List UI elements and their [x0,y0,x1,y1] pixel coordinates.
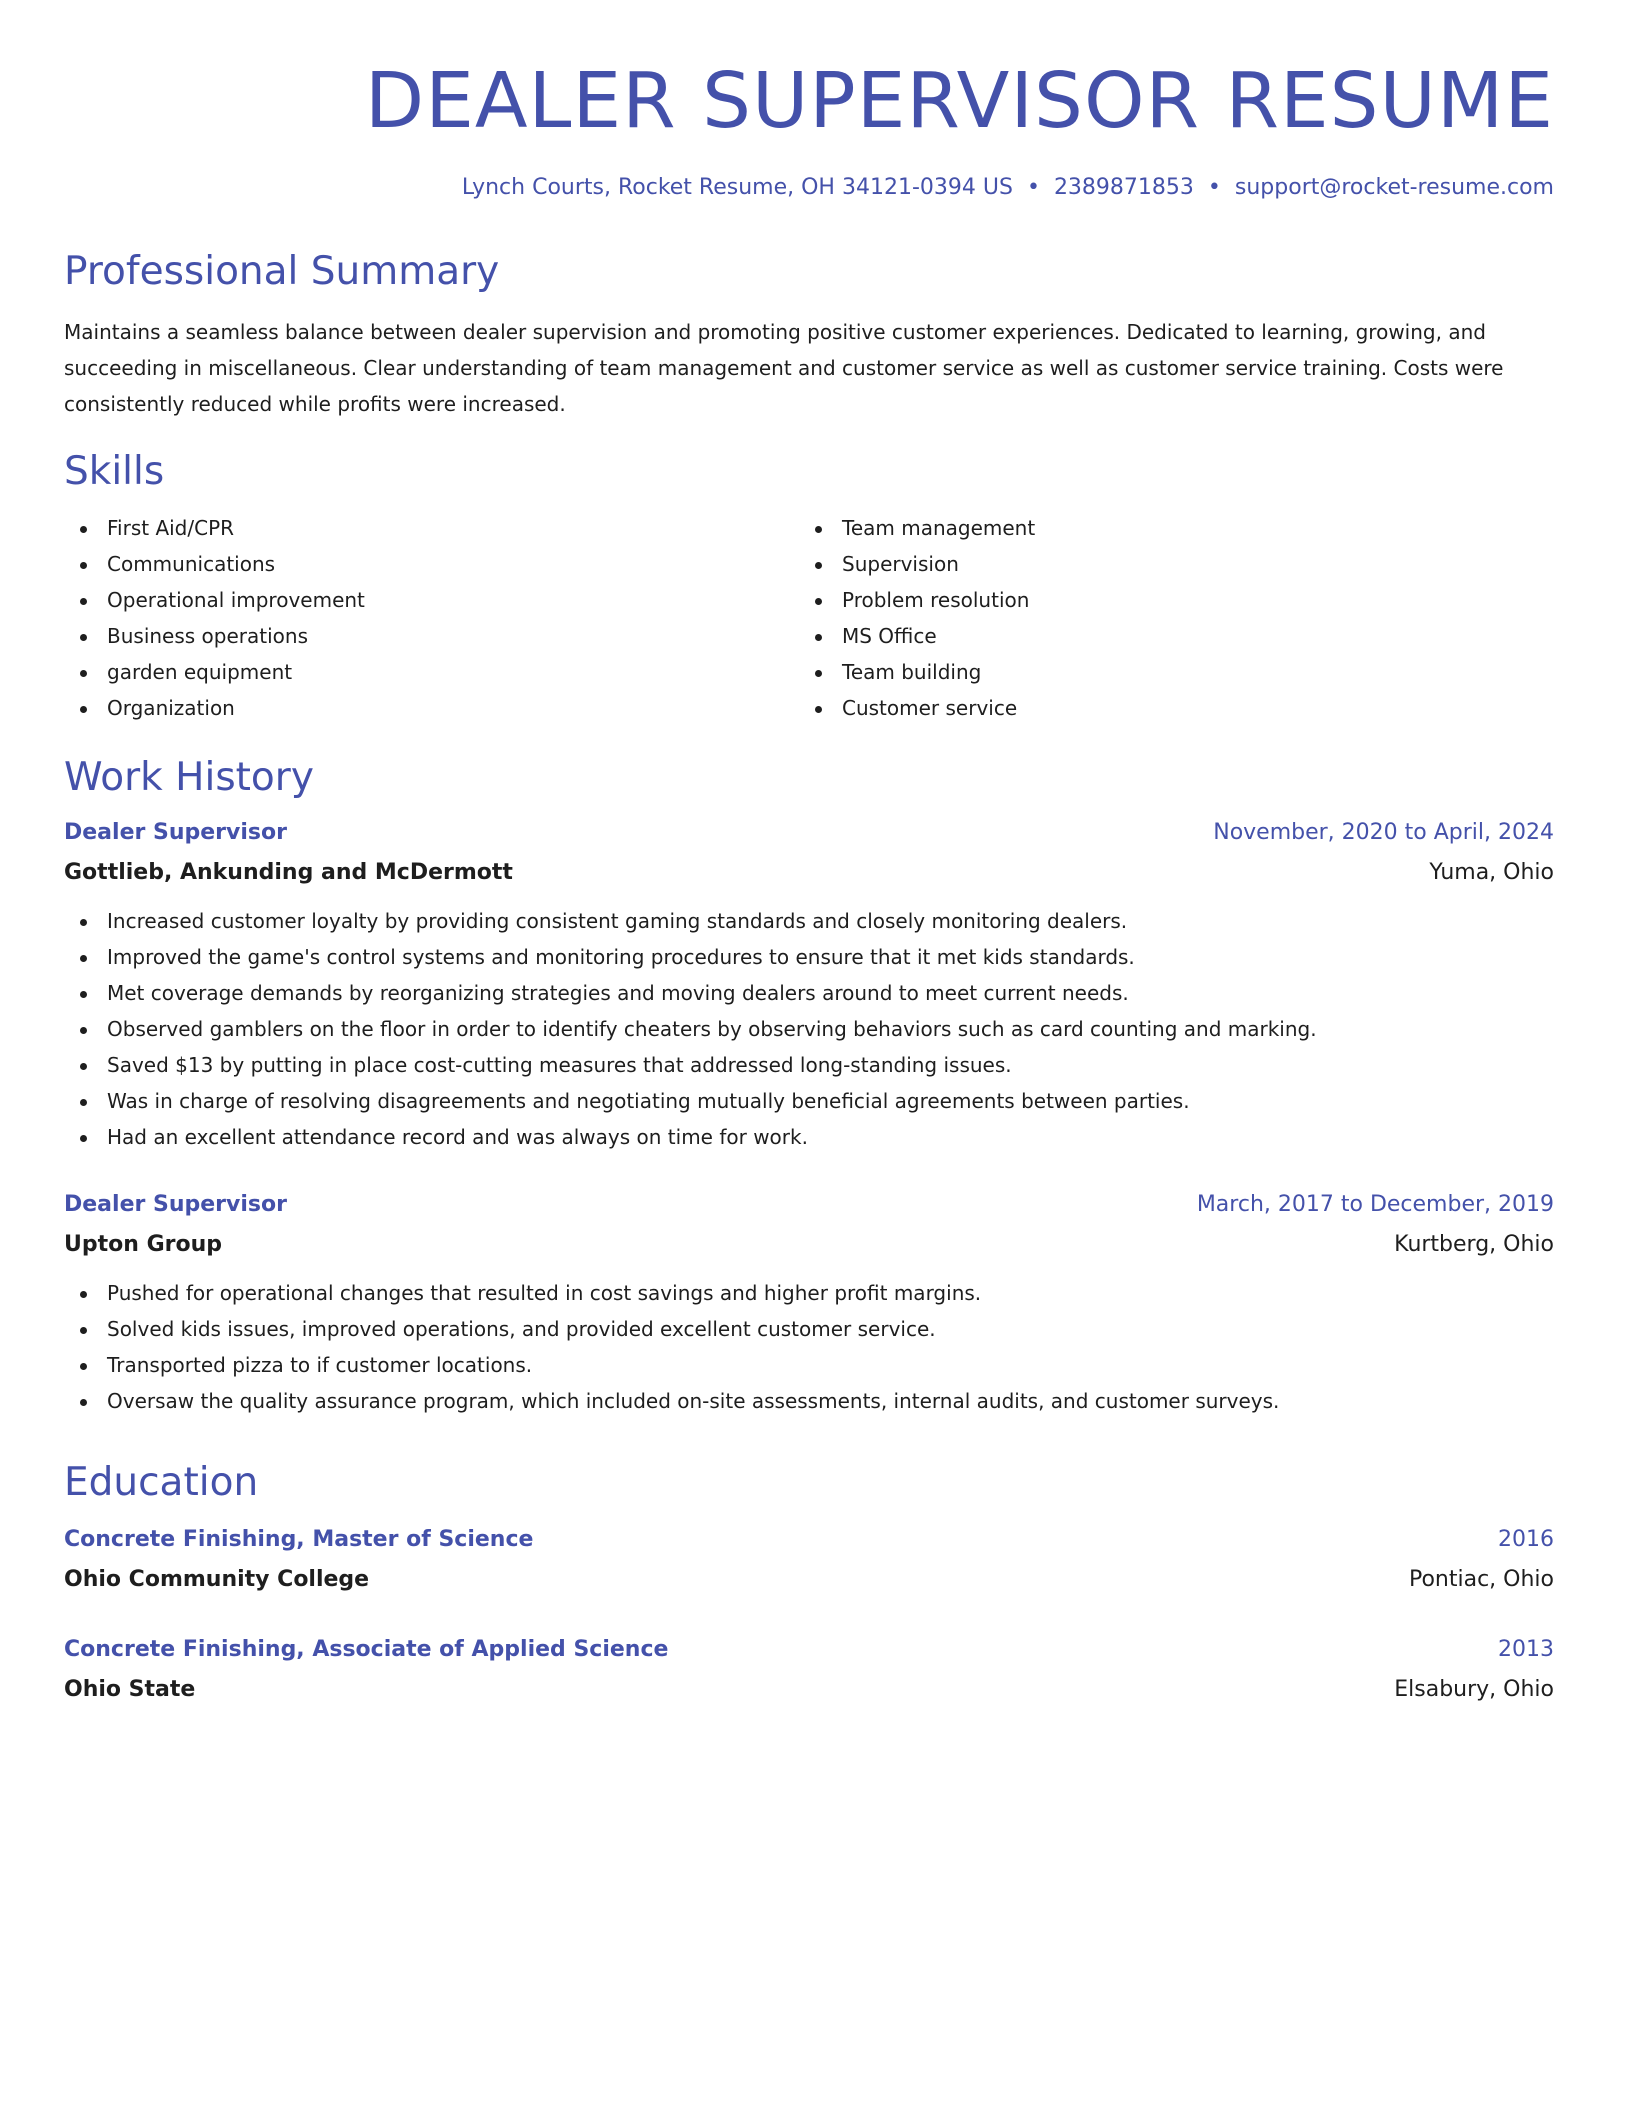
job-bullets [64,1275,1554,1419]
education-location: Pontiac, Ohio [1408,1567,1554,1592]
skill-item: First Aid/CPR [64,510,799,546]
contact-separator: • [1207,175,1221,200]
resume-page [64,0,1554,1710]
job-entry [64,1185,1554,1419]
job-bullet: Saved $13 by putting in place cost-cutting measures that addressed long-standing issues. [64,1047,1554,1083]
skills-list [64,510,1554,726]
skill-item: Problem resolution [799,582,1534,618]
job-company-row [64,1225,1554,1265]
job-title: Dealer Supervisor [64,820,287,845]
skills-column-left [64,510,799,726]
job-bullet: Met coverage demands by reorganizing strategies and moving dealers around to meet current needs. [64,975,1554,1011]
job-company-row [64,853,1554,893]
job-bullet: Observed gamblers on the floor in order to identify cheaters by observing behaviors such as card counting and marking. [64,1011,1554,1047]
job-header-row [64,813,1554,853]
resume-title: DEALER SUPERVISOR RESUME [364,57,1554,146]
education-location: Elsabury, Ohio [1394,1677,1554,1702]
summary-text: Maintains a seamless balance between dealer supervision and promoting positive customer experiences. Dedicated to learning, growing, and succeeding in miscellaneous. Clear understanding of team management and customer service as well as customer service training. Costs were consistently reduced while profits were increased. [64,320,1504,416]
job-bullet: Transported pizza to if customer locations. [64,1347,1554,1383]
skill-item: Team management [799,510,1534,546]
summary-heading: Professional Summary [64,249,500,294]
education-school: Ohio State [64,1677,196,1702]
skill-item: Supervision [799,546,1534,582]
skills-heading: Skills [64,449,165,494]
job-bullet: Had an excellent attendance record and was always on time for work. [64,1119,1554,1155]
education-entry [64,1630,1554,1710]
skill-item: Communications [64,546,799,582]
job-location: Kurtberg, Ohio [1394,1232,1554,1257]
work-history-heading: Work History [64,755,314,800]
contact-line [64,177,1554,199]
skill-item: Customer service [799,690,1534,726]
job-title: Dealer Supervisor [64,1192,287,1217]
education-entry [64,1520,1554,1600]
contact-phone: 2389871853 [1053,175,1194,200]
skill-item: Organization [64,690,799,726]
job-bullet: Increased customer loyalty by providing consistent gaming standards and closely monitoring dealers. [64,903,1554,939]
education-degree: Concrete Finishing, Associate of Applied Science [64,1637,669,1662]
skill-item: Business operations [64,618,799,654]
skills-column-right [799,510,1534,726]
skill-item: Team building [799,654,1534,690]
job-entry [64,813,1554,1155]
job-bullet: Oversaw the quality assurance program, which included on-site assessments, internal audits, and customer surveys. [64,1383,1554,1419]
skill-item: Operational improvement [64,582,799,618]
education-header-row [64,1630,1554,1670]
contact-address: Lynch Courts, Rocket Resume, OH 34121-0394 US [461,175,1013,200]
job-dates: March, 2017 to December, 2019 [1196,1192,1554,1217]
contact-separator: • [1026,175,1040,200]
education-school-row [64,1560,1554,1600]
job-dates: November, 2020 to April, 2024 [1213,820,1554,845]
contact-email: support@rocket-resume.com [1234,175,1554,200]
job-bullet: Improved the game's control systems and monitoring procedures to ensure that it met kids standards. [64,939,1554,975]
job-bullet: Was in charge of resolving disagreements and negotiating mutually beneficial agreements between parties. [64,1083,1554,1119]
education-degree: Concrete Finishing, Master of Science [64,1527,534,1552]
education-school: Ohio Community College [64,1567,370,1592]
skill-item: garden equipment [64,654,799,690]
job-company: Gottlieb, Ankunding and McDermott [64,860,513,885]
job-company: Upton Group [64,1232,222,1257]
education-year: 2016 [1498,1527,1554,1552]
job-location: Yuma, Ohio [1429,860,1554,885]
resume-header [64,0,1554,199]
education-year: 2013 [1498,1637,1554,1662]
job-bullet: Pushed for operational changes that resulted in cost savings and higher profit margins. [64,1275,1554,1311]
education-header-row [64,1520,1554,1560]
job-header-row [64,1185,1554,1225]
skill-item: MS Office [799,618,1534,654]
job-bullet: Solved kids issues, improved operations, and provided excellent customer service. [64,1311,1554,1347]
education-school-row [64,1670,1554,1710]
education-heading: Education [64,1460,259,1505]
job-bullets [64,903,1554,1155]
